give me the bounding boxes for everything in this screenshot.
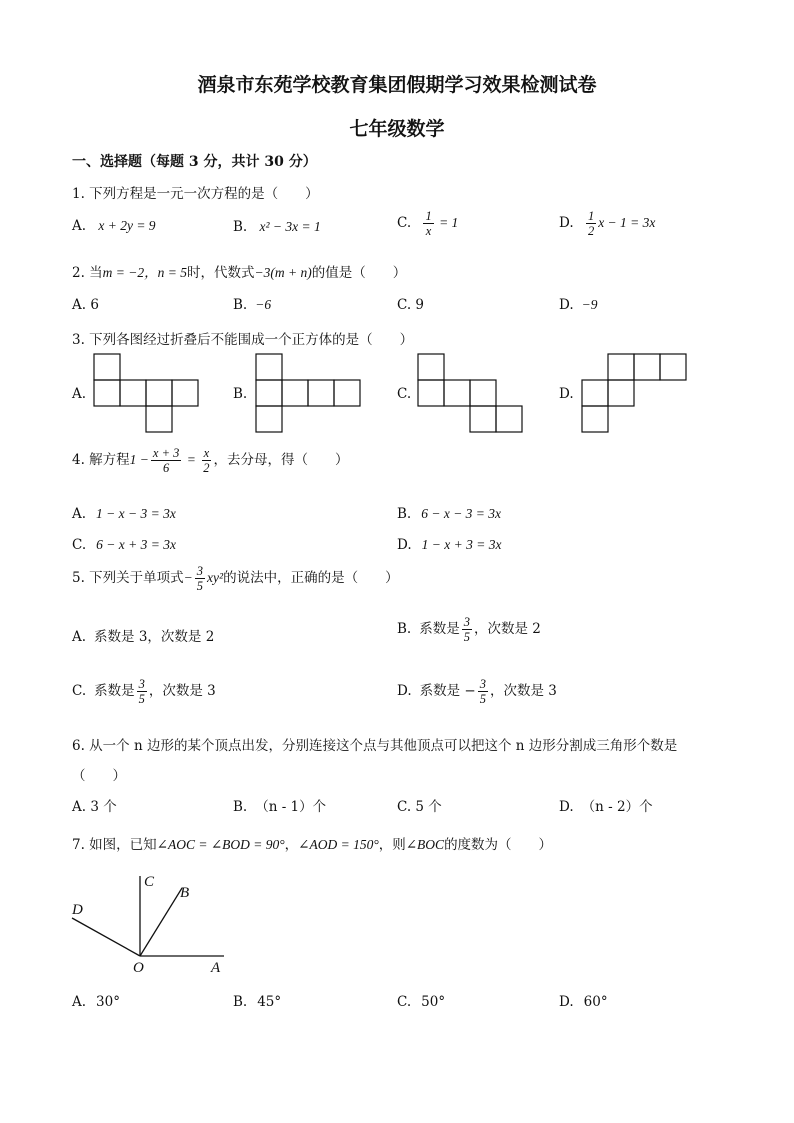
- fraction: $\frac{3}{5}$: [138, 677, 145, 706]
- label-a: A: [211, 960, 221, 976]
- q6-option-b[interactable]: B. （n - 1）个: [233, 799, 327, 815]
- q2-option-d[interactable]: D. −9: [559, 297, 598, 313]
- q1-option-d[interactable]: D. $\frac{1}{2}$ x − 1 = 3x: [559, 209, 656, 238]
- option-text: x + 2y = 9: [98, 218, 156, 233]
- fraction: $\frac{1}{2}$: [587, 209, 595, 238]
- question-3-stem: 3. 下列各图经过折叠后不能围成一个正方体的是（ ）: [72, 332, 414, 348]
- fraction: $\frac{3}{5}$: [463, 615, 470, 644]
- q5-option-c[interactable]: C. 系数是 $\frac{3}{5}$ ，次数是 3: [72, 677, 216, 706]
- fraction: $\frac{1}{x}$: [425, 209, 432, 238]
- label-d: D: [72, 902, 83, 918]
- fraction: $\frac{x}{2}$: [203, 446, 210, 475]
- q3-option-c[interactable]: C.: [397, 386, 412, 402]
- q3-net-a: [90, 350, 205, 435]
- page-subtitle: 七年级数学: [349, 118, 445, 140]
- q3-net-b: [252, 350, 367, 435]
- q7-option-b[interactable]: B. 45°: [233, 994, 282, 1010]
- label-c: C: [144, 874, 155, 890]
- q4-option-d[interactable]: D. 1 − x + 3 = 3x: [397, 537, 502, 553]
- q5-option-a[interactable]: A. 系数是 3，次数是 2: [72, 629, 215, 645]
- q1-option-c[interactable]: C. $\frac{1}{x}$ = 1: [397, 209, 459, 238]
- ray-od: [72, 918, 140, 956]
- q3-net-c: [414, 350, 529, 435]
- q5-option-d[interactable]: D. 系数是 − $\frac{3}{5}$ ，次数是 3: [397, 677, 557, 706]
- q4-option-c[interactable]: C. 6 − x + 3 = 3x: [72, 537, 176, 553]
- q7-option-a[interactable]: A. 30°: [72, 994, 120, 1010]
- question-7-stem: 7. 如图，已知∠AOC = ∠BOD = 90°，∠AOD = 150°，则∠BOC的度数为（ ）: [72, 837, 553, 853]
- q5-option-b[interactable]: B. 系数是 $\frac{3}{5}$ ，次数是 2: [397, 615, 541, 644]
- question-2-stem: 2. 当m = −2，n = 5时，代数式−3(m + n)的值是（ ）: [72, 265, 407, 281]
- page-title: 酒泉市东苑学校教育集团假期学习效果检测试卷: [197, 74, 597, 96]
- q2-option-a[interactable]: A. 6: [72, 297, 99, 313]
- fraction: $\frac{3}{5}$: [479, 677, 486, 706]
- q7-option-d[interactable]: D. 60°: [559, 994, 608, 1010]
- option-label: B.: [233, 219, 248, 235]
- question-4-stem: 4. 解方程1 − $\frac{x + 3}{6}$ = $\frac{x}{2}$ ，去分母，得（ ）: [72, 446, 349, 475]
- question-1-stem: 1. 下列方程是一元一次方程的是（ ）: [72, 186, 319, 202]
- question-6-stem: 6. 从一个 n 边形的某个顶点出发，分别连接这个点与其他顶点可以把这个 n 边形分割成三角形个数是: [72, 738, 678, 754]
- option-label: C.: [397, 215, 412, 231]
- label-o: O: [133, 960, 144, 976]
- q1-option-b[interactable]: [233, 219, 321, 235]
- fraction: $\frac{3}{5}$: [196, 564, 204, 593]
- q1-option-a[interactable]: [72, 218, 156, 234]
- option-label: D.: [559, 215, 574, 231]
- option-label: A.: [72, 218, 87, 234]
- question-5-stem: 5. 下列关于单项式− $\frac{3}{5}$ xy²的说法中，正确的是（ ）: [72, 564, 399, 593]
- q7-option-c[interactable]: C. 50°: [397, 994, 446, 1010]
- ray-ob: [140, 888, 182, 956]
- section-heading: 一、选择题（每题 3 分，共计 30 分）: [72, 154, 317, 170]
- q3-option-d[interactable]: D.: [559, 386, 574, 402]
- q3-option-b[interactable]: B.: [233, 386, 248, 402]
- q6-option-d[interactable]: D. （n - 2）个: [559, 799, 653, 815]
- angle-figure: [66, 868, 236, 978]
- q3-option-a[interactable]: A.: [72, 386, 87, 402]
- q2-option-c[interactable]: C. 9: [397, 297, 425, 313]
- fraction: $\frac{x + 3}{6}$: [152, 446, 180, 475]
- q6-option-a[interactable]: A. 3 个: [72, 799, 117, 815]
- q6-option-c[interactable]: C. 5 个: [397, 799, 442, 815]
- label-b: B: [180, 885, 190, 901]
- option-text: x² − 3x = 1: [259, 219, 321, 234]
- q3-net-d: [578, 350, 693, 435]
- q4-option-b[interactable]: B. 6 − x − 3 = 3x: [397, 506, 502, 522]
- q2-option-b[interactable]: B. −6: [233, 297, 272, 313]
- question-6-stem-line2: （ ）: [72, 768, 126, 784]
- q4-option-a[interactable]: A. 1 − x − 3 = 3x: [72, 506, 176, 522]
